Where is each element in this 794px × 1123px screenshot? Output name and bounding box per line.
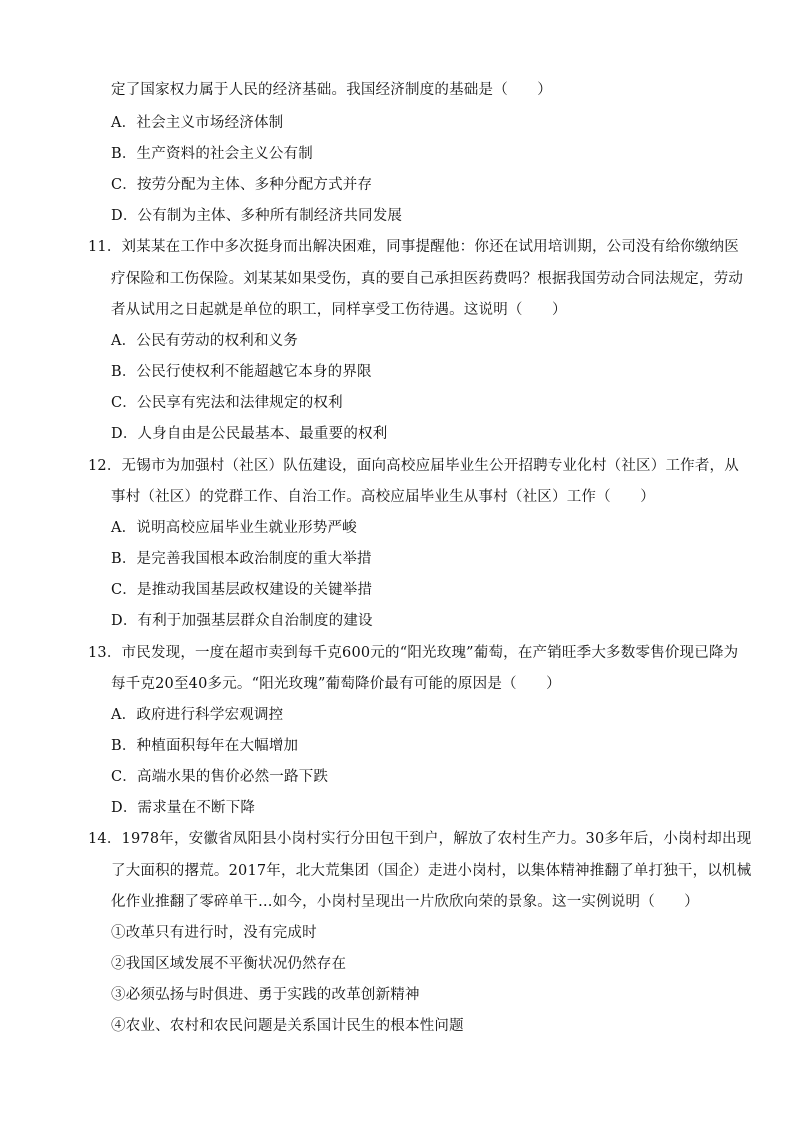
q14-stem-line: 化作业推翻了零碎单干…如今，小岗村呈现出一片欣欣向荣的景象。这一实例说明（ ） bbox=[111, 894, 699, 910]
q12-option-c: C．是推动我国基层政权建设的关键举措 bbox=[111, 582, 373, 598]
q13-option-b: B．种植面积每年在大幅增加 bbox=[111, 738, 299, 754]
q10-option-a: A．社会主义市场经济体制 bbox=[111, 115, 284, 131]
q10-option-c: C．按劳分配为主体、多种分配方式并存 bbox=[111, 177, 373, 193]
q11-option-a: A．公民有劳动的权利和义务 bbox=[111, 333, 299, 349]
q11-stem-line: 疗保险和工伤保险。刘某某如果受伤，真的要自己承担医药费吗？根据我国劳动合同法规定，劳动 bbox=[111, 271, 744, 287]
q13-option-c: C．高端水果的售价必然一路下跌 bbox=[111, 769, 329, 785]
q10-option-d: D．公有制为主体、多种所有制经济共同发展 bbox=[111, 208, 403, 224]
q11-option-c: C．公民享有宪法和法律规定的权利 bbox=[111, 395, 343, 411]
q12-option-a: A．说明高校应届毕业生就业形势严峻 bbox=[111, 520, 357, 536]
q14-statement-1: ①改革只有进行时，没有完成时 bbox=[111, 925, 317, 941]
q10-option-b: B．生产资料的社会主义公有制 bbox=[111, 146, 313, 162]
q14-statement-3: ③必须弘扬与时俱进、勇于实践的改革创新精神 bbox=[111, 987, 420, 1003]
q12-stem-line: 事村（社区）的党群工作、自治工作。高校应届毕业生从事村（社区）工作（ ） bbox=[111, 489, 655, 505]
q13-option-d: D．需求量在不断下降 bbox=[111, 800, 256, 816]
q12-option-b: B．是完善我国根本政治制度的重大举措 bbox=[111, 551, 372, 567]
q13-option-a: A．政府进行科学宏观调控 bbox=[111, 707, 284, 723]
q11-option-d: D．人身自由是公民最基本、最重要的权利 bbox=[111, 426, 388, 442]
q11-option-b: B．公民行使权利不能超越它本身的界限 bbox=[111, 364, 372, 380]
q11-stem-line: 者从试用之日起就是单位的职工，同样享受工伤待遇。这说明（ ） bbox=[111, 302, 567, 318]
q14-statement-2: ②我国区域发展不平衡状况仍然存在 bbox=[111, 956, 347, 972]
q13-stem-line: 每千克20至40多元。“阳光玫瑰”葡萄降价最有可能的原因是（ ） bbox=[111, 676, 561, 692]
q14-stem-line: 了大面积的撂荒。2017年，北大荒集团（国企）走进小岗村，以集体精神推翻了单打独干，以机械 bbox=[111, 863, 752, 879]
q13-stem-line: 13．市民发现，一度在超市卖到每千克600元的“阳光玫瑰”葡萄，在产销旺季大多数零售价现已降为 bbox=[88, 645, 739, 661]
q12-stem-line: 12．无锡市为加强村（社区）队伍建设，面向高校应届毕业生公开招聘专业化村（社区）工作者，从 bbox=[88, 458, 739, 474]
q11-stem-line: 11．刘某某在工作中多次挺身而出解决困难，同事提醒他：你还在试用培训期，公司没有给你缴纳医 bbox=[88, 239, 739, 255]
q14-statement-4: ④农业、农村和农民问题是关系国计民生的根本性问题 bbox=[111, 1018, 464, 1034]
q12-option-d: D．有利于加强基层群众自治制度的建设 bbox=[111, 613, 373, 629]
q14-stem-line: 14．1978年，安徽省凤阳县小岗村实行分田包干到户，解放了农村生产力。30多年后，小岗村却出现 bbox=[88, 831, 752, 847]
q10-stem-line: 定了国家权力属于人民的经济基础。我国经济制度的基础是（ ） bbox=[111, 82, 552, 98]
